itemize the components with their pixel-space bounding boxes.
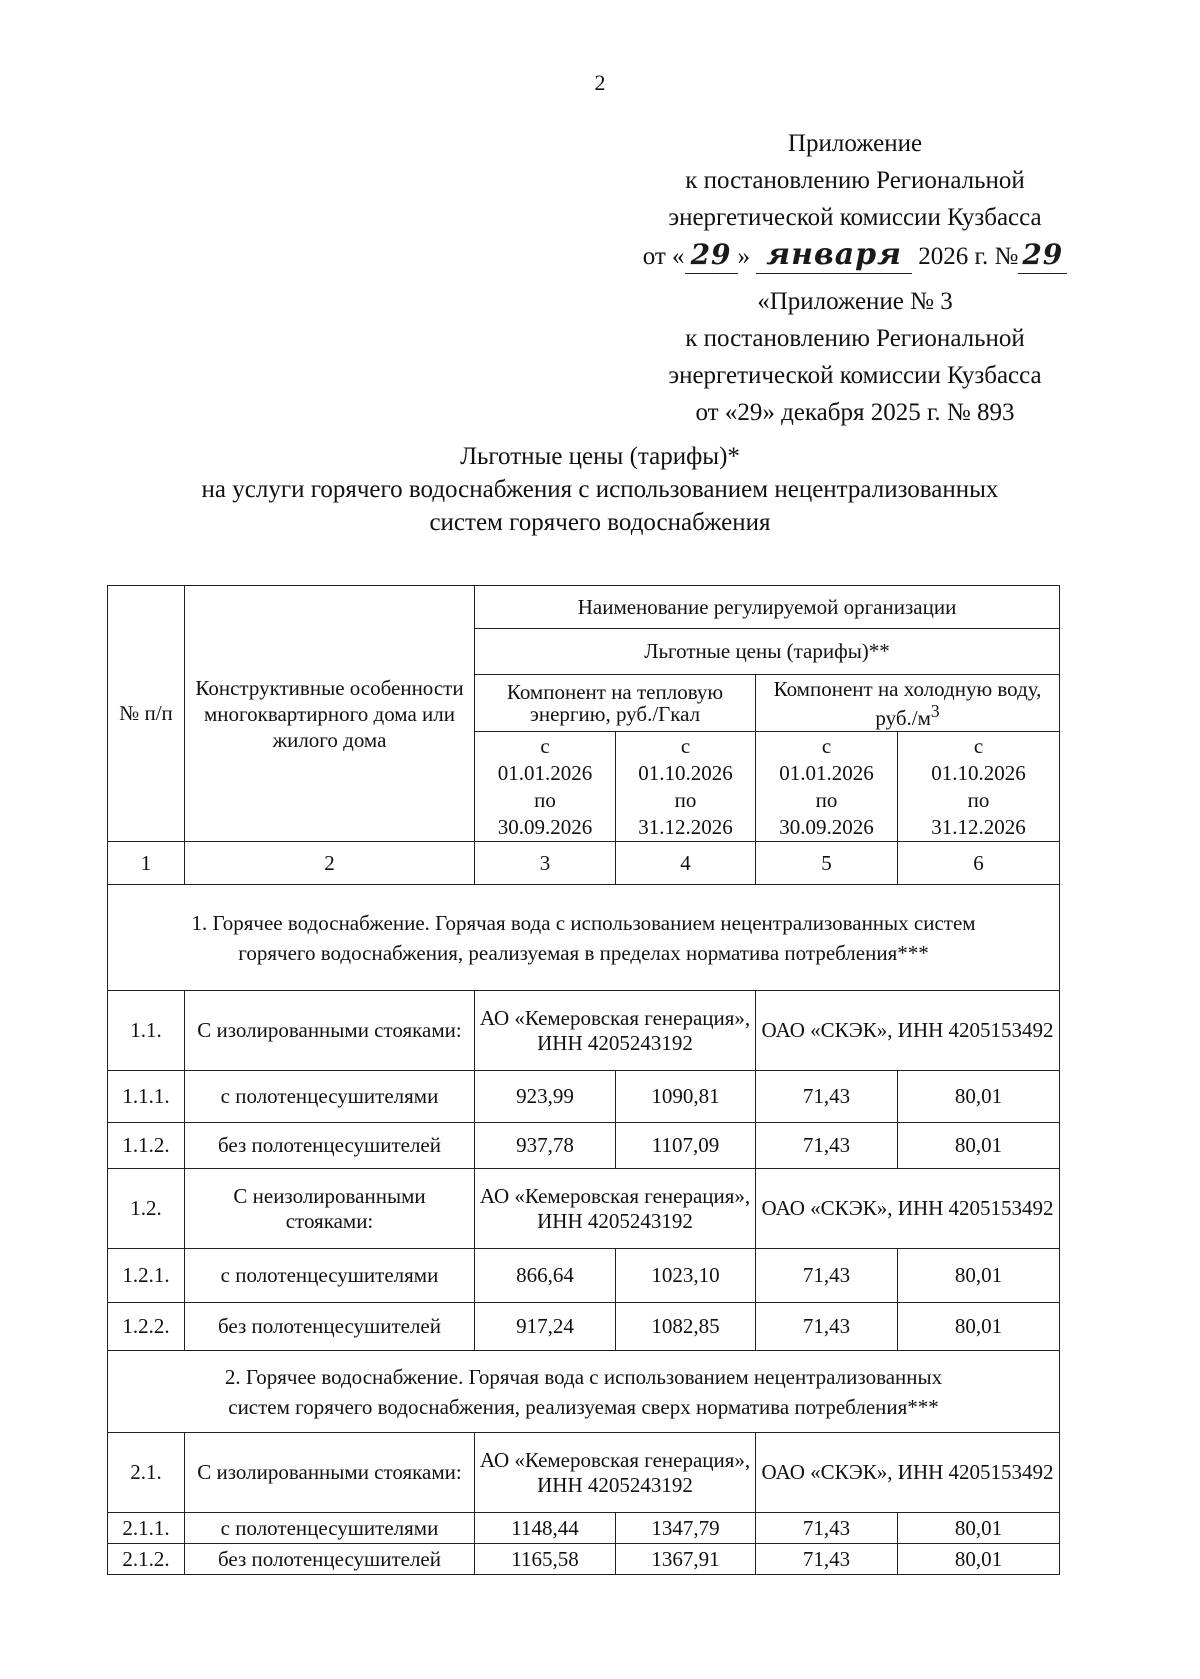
group-no: 1.2. <box>108 1169 185 1249</box>
header-prices: Льготные цены (тарифы)** <box>475 629 1060 675</box>
period-to: по <box>815 787 838 812</box>
period-from-date: 01.01.2026 <box>779 760 874 785</box>
appendix-header <box>620 125 1090 275</box>
column-number: 2 <box>185 842 475 885</box>
page-number: 2 <box>594 70 606 95</box>
price-cell: 1148,44 <box>475 1513 616 1544</box>
price-cell: 71,43 <box>756 1303 898 1351</box>
water-component-label: Компонент на холодную воду, руб./м <box>773 676 1042 730</box>
document-title <box>100 440 1100 539</box>
price-cell: 71,43 <box>756 1544 898 1575</box>
period-from: с <box>680 733 691 758</box>
price-cell: 1165,58 <box>475 1544 616 1575</box>
period-from: с <box>973 733 984 758</box>
period-header <box>616 732 756 842</box>
row-no: 1.1.2. <box>108 1123 185 1169</box>
period-header <box>756 732 898 842</box>
period-from-date: 01.10.2026 <box>638 760 733 785</box>
handwritten-month: января <box>756 236 912 274</box>
period-from: с <box>540 733 550 758</box>
column-number: 4 <box>616 842 756 885</box>
heat-organization: АО «Кемеровская генерация», ИНН 4205243192 <box>475 1433 756 1513</box>
price-cell: 71,43 <box>756 1071 898 1123</box>
column-number: 6 <box>898 842 1060 885</box>
period-to-date: 31.12.2026 <box>931 814 1026 839</box>
price-cell: 923,99 <box>475 1071 616 1123</box>
period-from-date: 01.01.2026 <box>497 760 593 785</box>
period-from: с <box>821 733 832 758</box>
row-no: 1.2.2. <box>108 1303 185 1351</box>
row-name: без полотенцесушителей <box>185 1123 475 1169</box>
period-to: по <box>967 787 990 812</box>
group-name: С изолированными стояками: <box>185 1433 475 1513</box>
price-cell: 866,64 <box>475 1249 616 1303</box>
period-to: по <box>534 787 556 812</box>
water-organization: ОАО «СКЭК», ИНН 4205153492 <box>756 1433 1060 1513</box>
price-cell: 80,01 <box>898 1513 1060 1544</box>
heat-organization: АО «Кемеровская генерация», ИНН 4205243192 <box>475 991 756 1071</box>
period-to: по <box>674 787 697 812</box>
appendix-line: к постановлению Региональной <box>685 167 1025 194</box>
period-to-date: 30.09.2026 <box>779 814 874 839</box>
date-year: 2026 г. № <box>918 243 1019 270</box>
prev-appendix-line: энергетической комиссии Кузбасса <box>668 362 1042 389</box>
row-name: с полотенцесушителями <box>185 1513 475 1544</box>
price-cell: 80,01 <box>898 1544 1060 1575</box>
tariff-table <box>107 585 1060 1575</box>
title-line: Льготные цены (тарифы)* <box>460 443 740 470</box>
section-title-line: систем горячего водоснабжения, реализуемая сверх норматива потребления*** <box>228 1394 939 1419</box>
price-cell: 80,01 <box>898 1071 1060 1123</box>
heat-organization: АО «Кемеровская генерация», ИНН 4205243192 <box>475 1169 756 1249</box>
header-water-component <box>756 675 1060 732</box>
section-title-line: 1. Горячее водоснабжение. Горячая вода с использованием нецентрализованных систем <box>191 910 976 935</box>
column-number: 5 <box>756 842 898 885</box>
section-title-line: 2. Горячее водоснабжение. Горячая вода с использованием нецентрализованных <box>224 1364 943 1389</box>
row-name: с полотенцесушителями <box>185 1249 475 1303</box>
price-cell: 937,78 <box>475 1123 616 1169</box>
period-header <box>898 732 1060 842</box>
row-no: 2.1.2. <box>108 1544 185 1575</box>
header-org-name: Наименование регулируемой организации <box>475 586 1060 629</box>
period-to-date: 31.12.2026 <box>638 814 733 839</box>
title-line: систем горячего водоснабжения <box>429 509 771 536</box>
price-cell: 71,43 <box>756 1249 898 1303</box>
group-no: 1.1. <box>108 991 185 1071</box>
price-cell: 80,01 <box>898 1303 1060 1351</box>
group-name: С изолированными стояками: <box>185 991 475 1071</box>
row-name: без полотенцесушителей <box>185 1303 475 1351</box>
price-cell: 71,43 <box>756 1123 898 1169</box>
date-mid: » <box>737 243 751 270</box>
header-no: № п/п <box>108 586 185 842</box>
price-cell: 1107,09 <box>616 1123 756 1169</box>
handwritten-day: 29 <box>685 236 738 274</box>
header-heat-component: Компонент на тепловую энергию, руб./Гкал <box>475 675 756 732</box>
period-from-date: 01.10.2026 <box>931 760 1026 785</box>
section-title <box>108 1351 1060 1433</box>
price-cell: 80,01 <box>898 1123 1060 1169</box>
group-no: 2.1. <box>108 1433 185 1513</box>
period-to-date: 30.09.2026 <box>497 814 593 839</box>
row-no: 1.1.1. <box>108 1071 185 1123</box>
price-cell: 1090,81 <box>616 1071 756 1123</box>
row-name: без полотенцесушителей <box>185 1544 475 1575</box>
prev-appendix-date: от «29» декабря 2025 г. № 893 <box>695 399 1015 426</box>
section-title <box>108 885 1060 991</box>
price-cell: 1023,10 <box>616 1249 756 1303</box>
column-number: 1 <box>108 842 185 885</box>
title-line: на услуги горячего водоснабжения с использованием нецентрализованных <box>201 476 999 503</box>
prev-appendix-title: «Приложение № 3 <box>757 288 953 315</box>
appendix-date <box>620 236 1090 275</box>
appendix-line: энергетической комиссии Кузбасса <box>668 204 1042 231</box>
row-no: 1.2.1. <box>108 1249 185 1303</box>
water-organization: ОАО «СКЭК», ИНН 4205153492 <box>756 1169 1060 1249</box>
period-header <box>475 732 616 842</box>
price-cell: 917,24 <box>475 1303 616 1351</box>
price-cell: 71,43 <box>756 1513 898 1544</box>
date-prefix: от « <box>642 243 685 270</box>
previous-appendix-header <box>620 283 1090 431</box>
section-title-line: горячего водоснабжения, реализуемая в пределах норматива потребления*** <box>238 940 929 965</box>
price-cell: 1082,85 <box>616 1303 756 1351</box>
row-name: с полотенцесушителями <box>185 1071 475 1123</box>
prev-appendix-line: к постановлению Региональной <box>685 325 1025 352</box>
water-component-sup: 3 <box>930 700 940 721</box>
price-cell: 80,01 <box>898 1249 1060 1303</box>
price-cell: 1367,91 <box>616 1544 756 1575</box>
group-name: С неизолированными стояками: <box>185 1169 475 1249</box>
water-organization: ОАО «СКЭК», ИНН 4205153492 <box>756 991 1060 1071</box>
header-features: Конструктивные особенности многоквартирного дома или жилого дома <box>185 586 475 842</box>
appendix-title: Приложение <box>787 130 923 157</box>
price-cell: 1347,79 <box>616 1513 756 1544</box>
row-no: 2.1.1. <box>108 1513 185 1544</box>
handwritten-number: 29 <box>1018 236 1067 274</box>
column-number: 3 <box>475 842 616 885</box>
